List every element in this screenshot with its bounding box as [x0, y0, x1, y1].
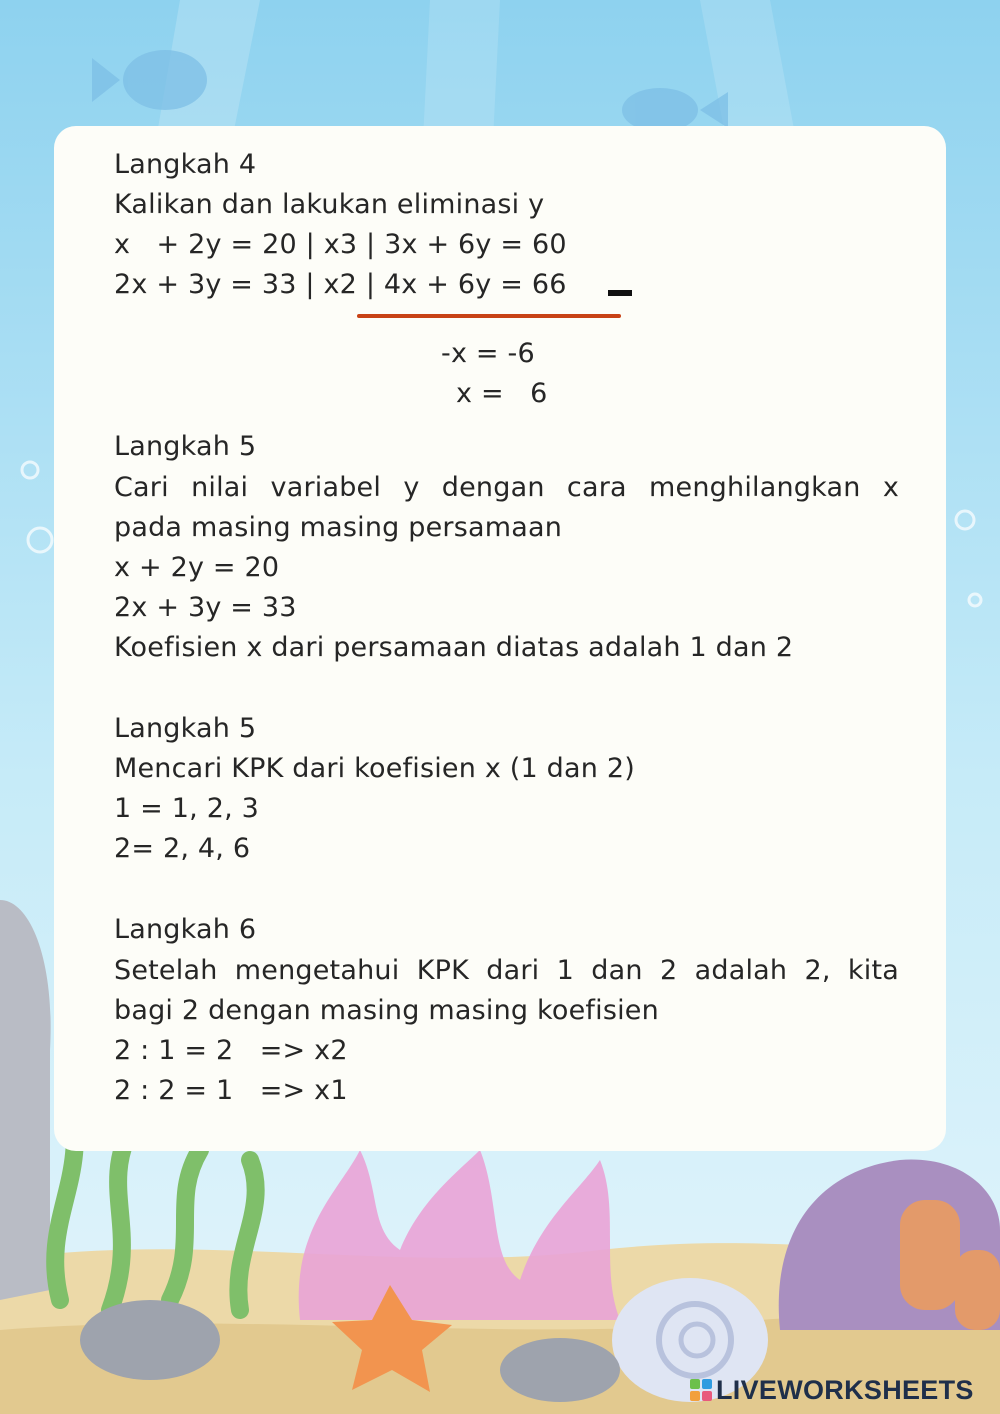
langkah-6-instruction-line2: bagi 2 dengan masing masing koefisien: [114, 995, 659, 1026]
langkah-5a-title: Langkah 5: [114, 431, 257, 462]
elimination-result-2: x = 6: [456, 378, 548, 409]
liveworksheets-watermark: [690, 1375, 974, 1405]
elimination-result-1: -x = -6: [441, 338, 535, 369]
equation-1-line: x + 2y = 20 | x3 | 3x + 6y = 60: [114, 229, 567, 260]
langkah-6-calc-2: 2 : 2 = 1 => x1: [114, 1075, 348, 1106]
liveworksheets-logo-icon: [690, 1379, 712, 1401]
multiples-of-2: 2= 2, 4, 6: [114, 833, 251, 864]
equation-2-line: 2x + 3y = 33 | x2 | 4x + 6y = 66: [114, 269, 567, 300]
langkah-4-title: Langkah 4: [114, 149, 257, 180]
langkah-6-instruction-line1: Setelah mengetahui KPK dari 1 dan 2 adalah 2, kita: [114, 955, 899, 986]
elimination-underline: [357, 314, 621, 318]
langkah-5a-instruction-line2: pada masing masing persamaan: [114, 512, 563, 543]
watermark-text: LIVEWORKSHEETS: [716, 1374, 974, 1405]
langkah-4-instruction: Kalikan dan lakukan eliminasi y: [114, 189, 545, 220]
langkah-5a-equation-2: 2x + 3y = 33: [114, 592, 297, 623]
langkah-5a-note: Koefisien x dari persamaan diatas adalah 1 dan 2: [114, 632, 794, 663]
langkah-5b-instruction: Mencari KPK dari koefisien x (1 dan 2): [114, 753, 635, 784]
langkah-6-calc-1: 2 : 1 = 2 => x2: [114, 1035, 348, 1066]
langkah-5a-equation-1: x + 2y = 20: [114, 552, 280, 583]
subtraction-operator: [608, 290, 632, 296]
langkah-6-title: Langkah 6: [114, 914, 257, 945]
langkah-5a-instruction-line1: Cari nilai variabel y dengan cara menghilangkan x: [114, 472, 899, 503]
langkah-5b-title: Langkah 5: [114, 713, 257, 744]
multiples-of-1: 1 = 1, 2, 3: [114, 793, 260, 824]
